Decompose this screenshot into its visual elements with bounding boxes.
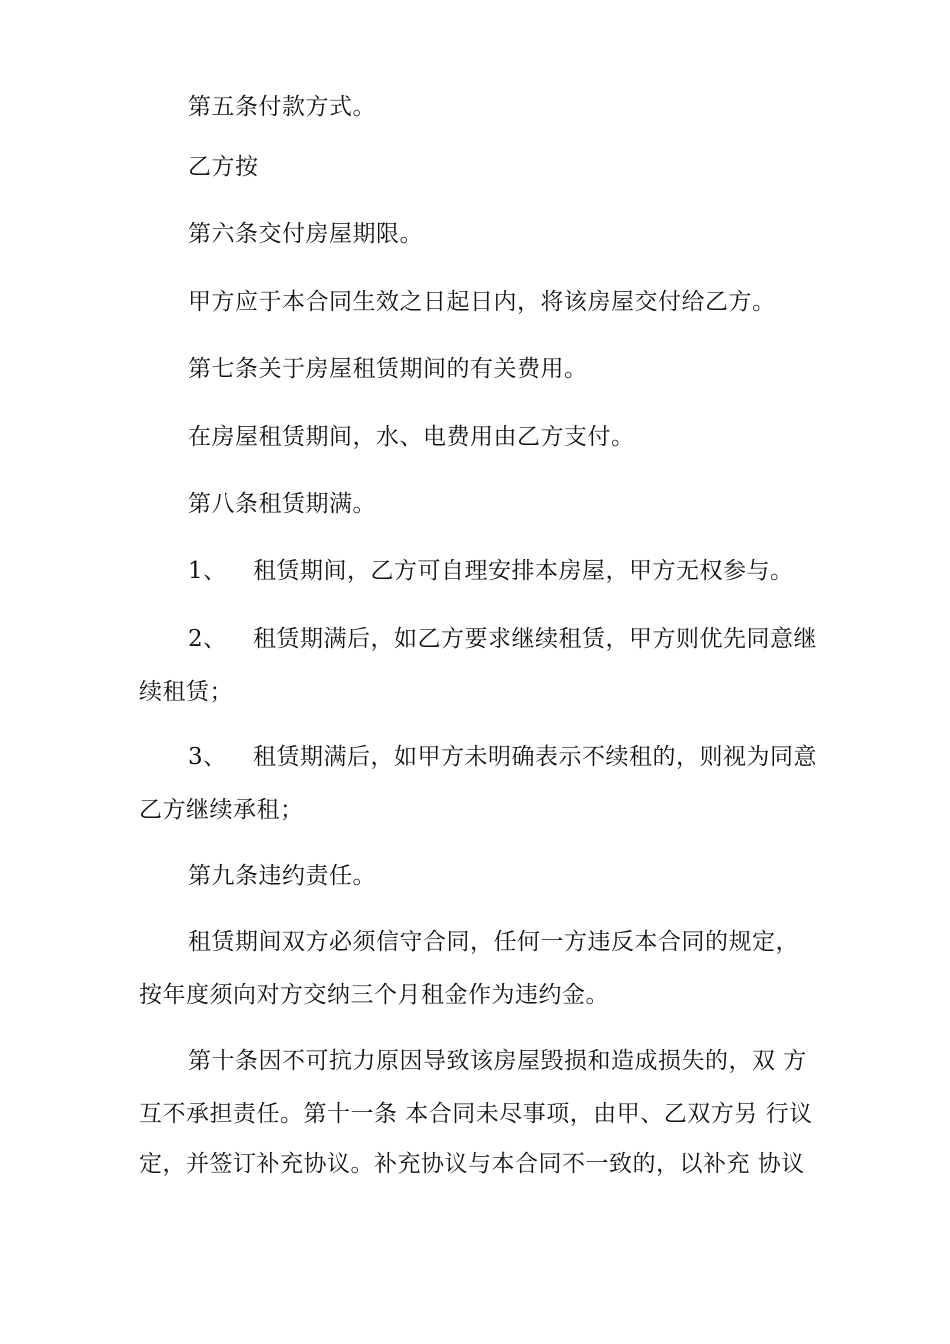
list-item-number: 3、 xyxy=(188,744,227,770)
list-item-text: 租赁期满后，如乙方要求继续租赁，甲方则优先同意继 xyxy=(253,626,817,652)
paragraph-line: 甲方应于本合同生效之日起日内，将该房屋交付给乙方。 xyxy=(188,289,776,315)
article-5-heading: 第五条付款方式。 xyxy=(188,94,376,120)
paragraph-line: 互不承担责任。第十一条 本合同未尽事项，由甲、乙双方另 行议 xyxy=(139,1101,813,1127)
paragraph-line: 按年度须向对方交纳三个月租金作为违约金。 xyxy=(139,982,609,1008)
paragraph-line: 在房屋租赁期间，水、电费用由乙方支付。 xyxy=(188,424,635,450)
article-10-line: 第十条因不可抗力原因导致该房屋毁损和造成损失的，双 方 xyxy=(188,1048,807,1074)
article-9-heading: 第九条违约责任。 xyxy=(188,863,376,889)
article-6-heading: 第六条交付房屋期限。 xyxy=(188,221,423,247)
list-item-text: 租赁期满后，如甲方未明确表示不续租的，则视为同意 xyxy=(253,744,817,770)
paragraph-line: 乙方按 xyxy=(188,154,259,180)
list-item-continuation: 续租赁； xyxy=(139,679,233,705)
list-item-number: 1、 xyxy=(188,558,227,584)
list-item-continuation: 乙方继续承租； xyxy=(139,797,304,823)
article-8-heading: 第八条租赁期满。 xyxy=(188,491,376,517)
article-7-heading: 第七条关于房屋租赁期间的有关费用。 xyxy=(188,356,588,382)
paragraph-line: 定，并签订补充协议。补充协议与本合同不一致的，以补充 协议 xyxy=(139,1151,805,1177)
list-item-text: 租赁期间，乙方可自理安排本房屋，甲方无权参与。 xyxy=(253,558,794,584)
paragraph-line: 租赁期间双方必须信守合同，任何一方违反本合同的规定， xyxy=(188,929,799,955)
list-item-number: 2、 xyxy=(188,626,227,652)
